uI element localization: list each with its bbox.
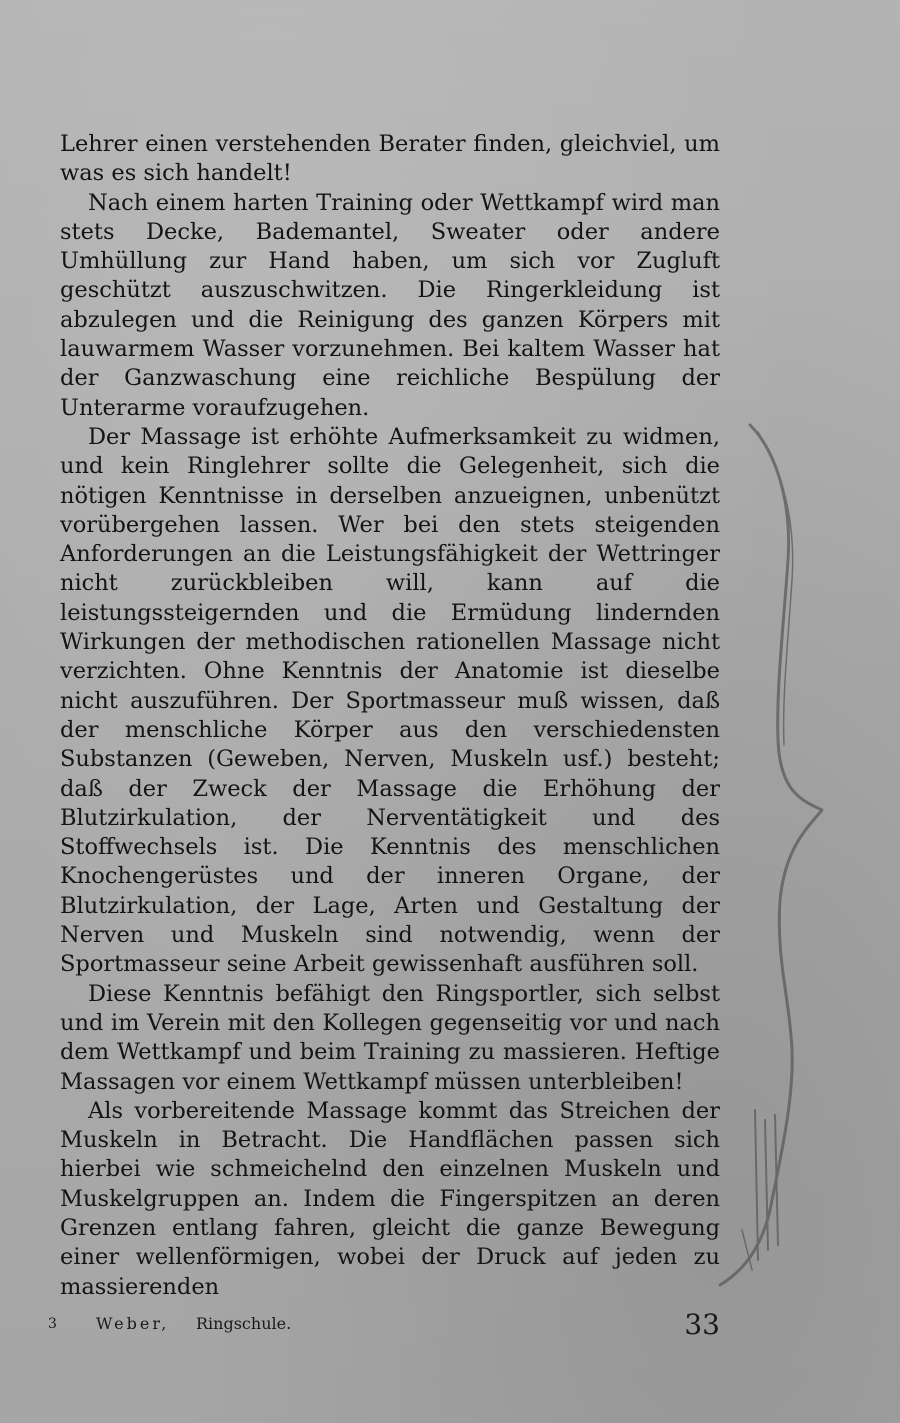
pencil-bracket-stroke (758, 432, 793, 745)
running-author: Weber, (96, 1314, 170, 1333)
pencil-bracket-stroke (720, 425, 822, 1285)
pencil-hatch-stroke (742, 1230, 752, 1270)
paragraph-after-training: Nach einem harten Training oder Wettkampf wird man stets Decke, Bademantel, Sweater oder andere Umhüllung zur Hand haben, um sich vor Zugluft geschützt auszuschwitzen. Die Ringerkleidung ist abzulegen und die Reinigung des ganzen Körpers mit lauwarmem Wasser vorzunehmen. Bei kaltem Wasser hat der Ganzwaschung eine reichliche Bespülung der Unterarme voraufzugehen. (60, 189, 720, 421)
pencil-hatch-stroke (765, 1120, 768, 1250)
pencil-hatch-stroke (775, 1115, 778, 1245)
page-number: 33 (684, 1308, 720, 1341)
paragraph-knowledge: Diese Kenntnis befähigt den Ringsportler, sich selbst und im Verein mit den Kollegen gegenseitig vor und nach dem Wettkampf und beim Training zu massieren. Heftige Massagen vor einem Wettkampf müssen unterbleiben! (60, 980, 720, 1095)
pencil-hatch-stroke (755, 1110, 758, 1260)
running-title: Ringschule. (196, 1314, 292, 1333)
body-text (60, 130, 720, 1302)
signature-mark: 3 (48, 1316, 57, 1332)
paragraph-continuation: Lehrer einen verstehenden Berater finden, gleichviel, um was es sich handelt! (60, 131, 720, 187)
paragraph-preparatory-massage: Als vorbereitende Massage kommt das Streichen der Muskeln in Betracht. Die Handflächen passen sich hierbei wie schmeichelnd den einzelnen Muskeln und Muskelgruppen an. Indem die Fingerspitzen an deren Grenzen entlang fahren, gleicht die ganze Bewegung einer wellenförmigen, wobei der Druck auf jeden zu massierenden (60, 1097, 720, 1300)
paragraph-massage: Der Massage ist erhöhte Aufmerksamkeit zu widmen, und kein Ringlehrer sollte die Gelegenheit, sich die nötigen Kenntnisse in derselben anzueignen, unbenützt vorübergehen lassen. Wer bei den stets steigenden Anforderungen an die Leistungsfähigkeit der Wettringer nicht zurückbleiben will, kann auf die leistungssteigernden und die Ermüdung lindernden Wirkungen der methodischen rationellen Massage nicht verzichten. Ohne Kenntnis der Anatomie ist dieselbe nicht auszuführen. Der Sportmasseur muß wissen, daß der menschliche Körper aus den verschiedensten Substanzen (Geweben, Nerven, Muskeln usf.) besteht; daß der Zweck der Massage die Erhöhung der Blutzirkulation, der Nerventätigkeit und des Stoffwechsels ist. Die Kenntnis des menschlichen Knochengerüstes und der inneren Organe, der Blutzirkulation, der Lage, Arten und Gestaltung der Nerven und Muskeln sind notwendig, wenn der Sportmasseur seine Arbeit gewissenhaft ausführen soll. (60, 423, 720, 978)
page-footer (48, 1308, 720, 1348)
